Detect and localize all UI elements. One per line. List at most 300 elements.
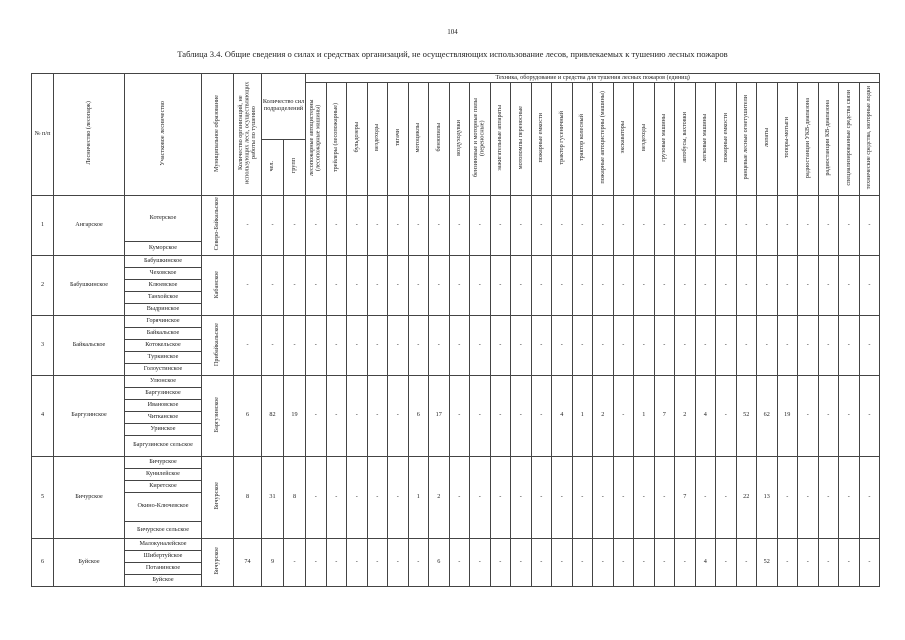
row-equipment-value: - <box>326 538 347 586</box>
header-municipal <box>202 74 234 196</box>
row-equipment-value: 7 <box>654 375 675 456</box>
row-equipment-value: - <box>654 316 675 376</box>
row-equipment-value: - <box>818 256 839 316</box>
header-equipment-18 <box>675 83 696 196</box>
row-equipment-value: - <box>634 538 655 586</box>
table-row <box>32 256 880 268</box>
header-equipment-24-text: радиостанции УКВ-диапазона <box>803 97 811 178</box>
row-district: Выдринское <box>125 304 202 316</box>
header-equipment-17-text: грузовые машины <box>660 113 667 162</box>
header-equipment-16-text: вездеходы <box>639 124 647 152</box>
header-groups <box>284 139 306 196</box>
row-orgs: - <box>234 316 262 376</box>
row-district: Ивановское <box>125 399 202 411</box>
header-equipment-25-text: радиостанции КВ-диапазона <box>824 99 831 176</box>
row-equipment-value: - <box>818 375 839 456</box>
header-equipment-1-text: трейлеры (лесопожарные) <box>332 103 339 173</box>
row-equipment-value: - <box>675 196 696 256</box>
row-equipment-value: - <box>839 196 860 256</box>
header-equipment-7 <box>449 83 470 196</box>
row-equipment-value: - <box>306 256 327 316</box>
row-equipment-value: - <box>572 456 593 538</box>
header-num: № п/п <box>32 74 54 196</box>
row-equipment-value: - <box>449 538 470 586</box>
header-equipment-19 <box>695 83 716 196</box>
row-equipment-value: - <box>347 316 368 376</box>
row-equipment-value: - <box>347 538 368 586</box>
row-equipment-value: 1 <box>408 456 429 538</box>
row-equipment-value: - <box>326 375 347 456</box>
header-forestry-text: Лесничество (лесопарк) <box>84 101 92 165</box>
row-district: Потанинское <box>125 562 202 574</box>
row-equipment-value: - <box>326 316 347 376</box>
header-equipment-11-text: пожарные емкости <box>537 112 544 163</box>
row-equipment-value: - <box>634 316 655 376</box>
row-equipment-value: - <box>695 196 716 256</box>
row-forestry: Баргузинское <box>54 375 125 456</box>
header-equipment-2 <box>347 83 368 196</box>
header-equipment-18-text: автобусы, вахтовки <box>680 112 688 163</box>
row-equipment-value: - <box>408 256 429 316</box>
row-equipment-value: - <box>408 196 429 256</box>
row-equipment-value: - <box>716 375 737 456</box>
row-equipment-value: - <box>388 538 409 586</box>
row-equipment-value: - <box>367 256 388 316</box>
row-equipment-value: - <box>695 316 716 376</box>
row-equipment-value: - <box>593 538 614 586</box>
row-equipment-value: - <box>818 456 839 538</box>
row-district: Куморское <box>125 242 202 256</box>
row-people: 31 <box>262 456 284 538</box>
header-equipment-3 <box>367 83 388 196</box>
table-row <box>32 375 880 387</box>
row-equipment-value: - <box>347 456 368 538</box>
row-equipment-value: - <box>326 456 347 538</box>
row-equipment-value: - <box>306 375 327 456</box>
row-district: Байкальское <box>125 327 202 339</box>
row-equipment-value: 6 <box>429 538 450 586</box>
header-equipment-17 <box>654 83 675 196</box>
header-equipment-9-text: зажигательные аппараты <box>496 104 503 171</box>
row-equipment-value: - <box>859 456 880 538</box>
row-equipment-value: - <box>654 196 675 256</box>
row-district: Чеховское <box>125 268 202 280</box>
row-municipal-text: Баргузинское <box>213 396 221 433</box>
row-groups: - <box>284 256 306 316</box>
row-district: Бичурское сельское <box>125 522 202 539</box>
row-number: 3 <box>32 316 54 376</box>
row-equipment-value: 2 <box>429 456 450 538</box>
row-equipment-value: - <box>798 256 819 316</box>
row-equipment-value: - <box>388 256 409 316</box>
row-district: Читканское <box>125 411 202 423</box>
row-equipment-value: - <box>531 256 552 316</box>
row-equipment-value: - <box>429 316 450 376</box>
row-equipment-value: - <box>593 256 614 316</box>
header-equipment-21-text: ранцевые лесные огнетушители <box>742 95 749 180</box>
row-equipment-value: 4 <box>695 375 716 456</box>
row-equipment-value: 13 <box>757 456 778 538</box>
row-orgs: - <box>234 196 262 256</box>
header-equipment-12-text: трактор гусеничный <box>557 110 565 165</box>
row-equipment-value: - <box>675 256 696 316</box>
header-equipment-4 <box>388 83 409 196</box>
table-row <box>32 538 880 550</box>
row-equipment-value: - <box>388 375 409 456</box>
row-equipment-value: - <box>552 316 573 376</box>
header-municipal-text: Муниципальное образование <box>213 94 221 172</box>
row-forestry: Ангарское <box>54 196 125 256</box>
row-equipment-value: - <box>777 196 798 256</box>
header-orgs-text: Количество организаций, не использующих леса, осуществляющих работы по тушению <box>236 81 257 185</box>
row-orgs: 74 <box>234 538 262 586</box>
row-equipment-value: 4 <box>695 538 716 586</box>
row-district: Котерское <box>125 196 202 242</box>
row-equipment-value: - <box>695 256 716 316</box>
row-equipment-value: - <box>470 196 491 256</box>
row-people: 9 <box>262 538 284 586</box>
row-number: 2 <box>32 256 54 316</box>
row-equipment-value: - <box>511 256 532 316</box>
row-municipal <box>202 256 234 316</box>
row-district: Котокельское <box>125 339 202 351</box>
row-equipment-value: - <box>306 538 327 586</box>
row-equipment-value: - <box>798 375 819 456</box>
row-equipment-value: 1 <box>634 375 655 456</box>
row-equipment-value: - <box>736 196 757 256</box>
row-equipment-value: - <box>511 316 532 376</box>
row-equipment-value: 6 <box>408 375 429 456</box>
row-equipment-value: - <box>716 456 737 538</box>
row-equipment-value: - <box>306 456 327 538</box>
row-equipment-value: - <box>613 456 634 538</box>
header-equipment-22 <box>757 83 778 196</box>
header-equipment-3-text: вездеходы <box>373 124 380 152</box>
row-equipment-value: - <box>613 196 634 256</box>
row-equipment-value: - <box>490 538 511 586</box>
row-number: 5 <box>32 456 54 538</box>
row-equipment-value: - <box>490 456 511 538</box>
row-equipment-value: - <box>859 538 880 586</box>
row-equipment-value: - <box>367 196 388 256</box>
header-equipment-23 <box>777 83 798 196</box>
row-district: Улюнское <box>125 375 202 387</box>
row-municipal-text: Бичурское <box>213 547 221 575</box>
header-people-text: чел. <box>268 160 276 172</box>
row-municipal-text: Кабанское <box>213 270 221 298</box>
row-equipment-value: - <box>408 538 429 586</box>
row-groups: - <box>284 538 306 586</box>
header-equipment-15 <box>613 83 634 196</box>
header-equipment-24 <box>798 83 819 196</box>
row-district: Окино-Ключевское <box>125 492 202 521</box>
row-equipment-value: - <box>388 196 409 256</box>
header-equipment-26 <box>839 83 860 196</box>
row-district: Баргузинское сельское <box>125 435 202 456</box>
header-equipment-21 <box>736 83 757 196</box>
row-equipment-value: - <box>511 456 532 538</box>
row-district: Шибертуйское <box>125 550 202 562</box>
row-municipal <box>202 196 234 256</box>
row-equipment-value: - <box>716 196 737 256</box>
row-equipment-value: - <box>613 375 634 456</box>
row-equipment-value: - <box>531 375 552 456</box>
header-groups-text: групп <box>290 158 298 174</box>
row-equipment-value: 17 <box>429 375 450 456</box>
header-equipment: Техника, оборудование и средства для тушения лесных пожаров (единиц) <box>306 74 880 83</box>
row-municipal <box>202 538 234 586</box>
row-district: Бичурское <box>125 456 202 468</box>
header-equipment-5 <box>408 83 429 196</box>
row-number: 6 <box>32 538 54 586</box>
row-equipment-value: - <box>490 196 511 256</box>
row-district: Голоустинское <box>125 363 202 375</box>
header-equipment-20 <box>716 83 737 196</box>
row-equipment-value: - <box>798 196 819 256</box>
row-municipal <box>202 375 234 456</box>
row-equipment-value: - <box>593 196 614 256</box>
page-number: 104 <box>447 28 458 36</box>
row-equipment-value: - <box>818 538 839 586</box>
row-equipment-value: - <box>388 316 409 376</box>
row-groups: - <box>284 196 306 256</box>
row-equipment-value: - <box>531 538 552 586</box>
header-equipment-14 <box>593 83 614 196</box>
row-equipment-value: 1 <box>572 375 593 456</box>
row-equipment-value: - <box>449 196 470 256</box>
row-municipal-text: Прибайкальское <box>213 322 221 366</box>
row-municipal-text: Северо-Байкальское <box>213 197 221 251</box>
row-equipment-value: - <box>736 316 757 376</box>
header-equipment-7-text: воздуходувки <box>455 119 462 156</box>
row-equipment-value: - <box>757 256 778 316</box>
row-equipment-value: - <box>531 316 552 376</box>
row-equipment-value: - <box>367 375 388 456</box>
row-equipment-value: - <box>306 196 327 256</box>
row-equipment-value: - <box>757 316 778 376</box>
table-title: Таблица 3.4. Общие сведения о силах и средствах организаций, не осуществляющих использование лесов, привлекаемых к тушению лесных пожаров <box>177 49 728 59</box>
header-equipment-23-text: топоры-мотыги <box>783 117 790 159</box>
row-equipment-value: - <box>634 456 655 538</box>
header-equipment-15-text: экскаваторы <box>619 121 626 154</box>
row-equipment-value: - <box>347 196 368 256</box>
row-equipment-value: - <box>839 256 860 316</box>
row-equipment-value: 52 <box>757 538 778 586</box>
row-equipment-value: - <box>470 456 491 538</box>
row-equipment-value: - <box>859 316 880 376</box>
header-equipment-8-text: бензиновые и моторные пилы (переносные) <box>472 98 486 178</box>
row-district: Туркинское <box>125 351 202 363</box>
header-forestry <box>54 74 125 196</box>
row-equipment-value: - <box>777 256 798 316</box>
header-equipment-0 <box>306 83 327 196</box>
header-equipment-13-text: трактор колесный <box>578 114 585 162</box>
header-equipment-19-text: легковые машины <box>701 113 708 162</box>
row-equipment-value: - <box>470 375 491 456</box>
row-equipment-value: - <box>654 256 675 316</box>
row-equipment-value: - <box>572 316 593 376</box>
row-equipment-value: - <box>798 316 819 376</box>
row-equipment-value: - <box>613 316 634 376</box>
row-orgs: - <box>234 256 262 316</box>
row-equipment-value: - <box>818 316 839 376</box>
header-district <box>125 74 202 196</box>
row-municipal <box>202 456 234 538</box>
row-equipment-value: - <box>716 538 737 586</box>
header-equipment-1 <box>326 83 347 196</box>
row-equipment-value: - <box>429 196 450 256</box>
row-equipment-value: - <box>367 538 388 586</box>
row-equipment-value: 4 <box>552 375 573 456</box>
row-equipment-value: - <box>552 538 573 586</box>
row-equipment-value: - <box>490 375 511 456</box>
row-municipal-text: Бичурское <box>213 482 221 510</box>
table-row <box>32 316 880 328</box>
row-equipment-value: - <box>326 256 347 316</box>
row-district: Малокуналейское <box>125 538 202 550</box>
row-equipment-value: - <box>736 256 757 316</box>
row-equipment-value: 2 <box>593 375 614 456</box>
row-equipment-value: 52 <box>736 375 757 456</box>
table-row <box>32 196 880 242</box>
row-equipment-value: - <box>531 196 552 256</box>
row-equipment-value: - <box>490 256 511 316</box>
row-district: Бабушкинское <box>125 256 202 268</box>
header-equipment-5-text: мотоциклы <box>414 122 421 153</box>
row-equipment-value: - <box>429 256 450 316</box>
row-equipment-value: - <box>490 316 511 376</box>
row-equipment-value: - <box>839 316 860 376</box>
row-equipment-value: - <box>511 196 532 256</box>
row-groups: 19 <box>284 375 306 456</box>
row-equipment-value: - <box>859 196 880 256</box>
row-equipment-value: - <box>347 375 368 456</box>
row-equipment-value: - <box>367 316 388 376</box>
header-forces: Количество сил подразделений <box>262 74 306 140</box>
row-equipment-value: - <box>777 538 798 586</box>
row-equipment-value: - <box>613 256 634 316</box>
row-equipment-value: 62 <box>757 375 778 456</box>
row-equipment-value: - <box>367 456 388 538</box>
header-equipment-4-text: тягачи <box>393 129 401 147</box>
row-equipment-value: - <box>839 538 860 586</box>
row-equipment-value: - <box>511 375 532 456</box>
row-equipment-value: - <box>716 256 737 316</box>
row-orgs: 6 <box>234 375 262 456</box>
row-equipment-value: - <box>449 375 470 456</box>
row-equipment-value: - <box>777 456 798 538</box>
header-equipment-6-text: бензопилы <box>434 123 442 152</box>
row-equipment-value: - <box>552 256 573 316</box>
row-equipment-value: - <box>634 256 655 316</box>
row-equipment-value: - <box>654 456 675 538</box>
header-district-text: Участковое лесничество <box>158 100 166 166</box>
header-equipment-9 <box>490 83 511 196</box>
header-equipment-10-text: мотопомпы переносные <box>516 105 524 170</box>
row-people: - <box>262 256 284 316</box>
row-equipment-value: - <box>859 375 880 456</box>
header-people <box>262 139 284 196</box>
row-equipment-value: - <box>839 375 860 456</box>
row-equipment-value: - <box>388 456 409 538</box>
row-equipment-value: - <box>511 538 532 586</box>
row-equipment-value: - <box>572 196 593 256</box>
row-groups: - <box>284 316 306 376</box>
row-equipment-value: - <box>572 256 593 316</box>
row-equipment-value: - <box>675 538 696 586</box>
row-equipment-value: - <box>736 538 757 586</box>
row-equipment-value: - <box>470 316 491 376</box>
header-equipment-11 <box>531 83 552 196</box>
row-equipment-value: - <box>716 316 737 376</box>
row-equipment-value: - <box>449 456 470 538</box>
row-district: Буйское <box>125 574 202 586</box>
row-forestry: Буйское <box>54 538 125 586</box>
row-groups: 8 <box>284 456 306 538</box>
row-equipment-value: - <box>757 196 778 256</box>
row-equipment-value: - <box>408 316 429 376</box>
header-equipment-27 <box>859 83 880 196</box>
row-equipment-value: - <box>552 456 573 538</box>
row-district: Баргузинское <box>125 387 202 399</box>
header-orgs <box>234 74 262 196</box>
row-equipment-value: - <box>634 196 655 256</box>
row-district: Уринское <box>125 423 202 435</box>
row-orgs: 8 <box>234 456 262 538</box>
row-equipment-value: - <box>593 456 614 538</box>
row-district: Горячинское <box>125 316 202 328</box>
row-number: 1 <box>32 196 54 256</box>
row-equipment-value: - <box>654 538 675 586</box>
row-equipment-value: 22 <box>736 456 757 538</box>
row-equipment-value: - <box>695 456 716 538</box>
row-equipment-value: - <box>531 456 552 538</box>
row-equipment-value: - <box>593 316 614 376</box>
row-equipment-value: - <box>552 196 573 256</box>
row-equipment-value: - <box>798 456 819 538</box>
header-equipment-6 <box>429 83 450 196</box>
header-equipment-22-text: лопаты <box>762 128 770 148</box>
row-equipment-value: - <box>326 196 347 256</box>
row-equipment-value: - <box>306 316 327 376</box>
header-equipment-8 <box>470 83 491 196</box>
row-equipment-value: - <box>798 538 819 586</box>
row-equipment-value: - <box>818 196 839 256</box>
header-equipment-12 <box>552 83 573 196</box>
row-equipment-value: - <box>449 256 470 316</box>
row-equipment-value: - <box>777 316 798 376</box>
row-people: - <box>262 196 284 256</box>
row-number: 4 <box>32 375 54 456</box>
forces-table <box>31 73 880 587</box>
header-equipment-26-text: специализированные средства связи <box>844 89 852 186</box>
header-equipment-27-text: технические средства, моторные лодки <box>865 85 873 190</box>
header-equipment-10 <box>511 83 532 196</box>
row-equipment-value: 2 <box>675 375 696 456</box>
header-equipment-25 <box>818 83 839 196</box>
header-equipment-2-text: бульдозеры <box>352 122 360 153</box>
row-equipment-value: - <box>572 538 593 586</box>
row-equipment-value: - <box>449 316 470 376</box>
row-forestry: Бабушкинское <box>54 256 125 316</box>
row-people: - <box>262 316 284 376</box>
row-equipment-value: 19 <box>777 375 798 456</box>
row-people: 82 <box>262 375 284 456</box>
row-equipment-value: - <box>470 256 491 316</box>
header-equipment-14-text: пожарные автоцистерны (машины) <box>598 91 606 184</box>
row-municipal <box>202 316 234 376</box>
row-district: Клюевское <box>125 280 202 292</box>
